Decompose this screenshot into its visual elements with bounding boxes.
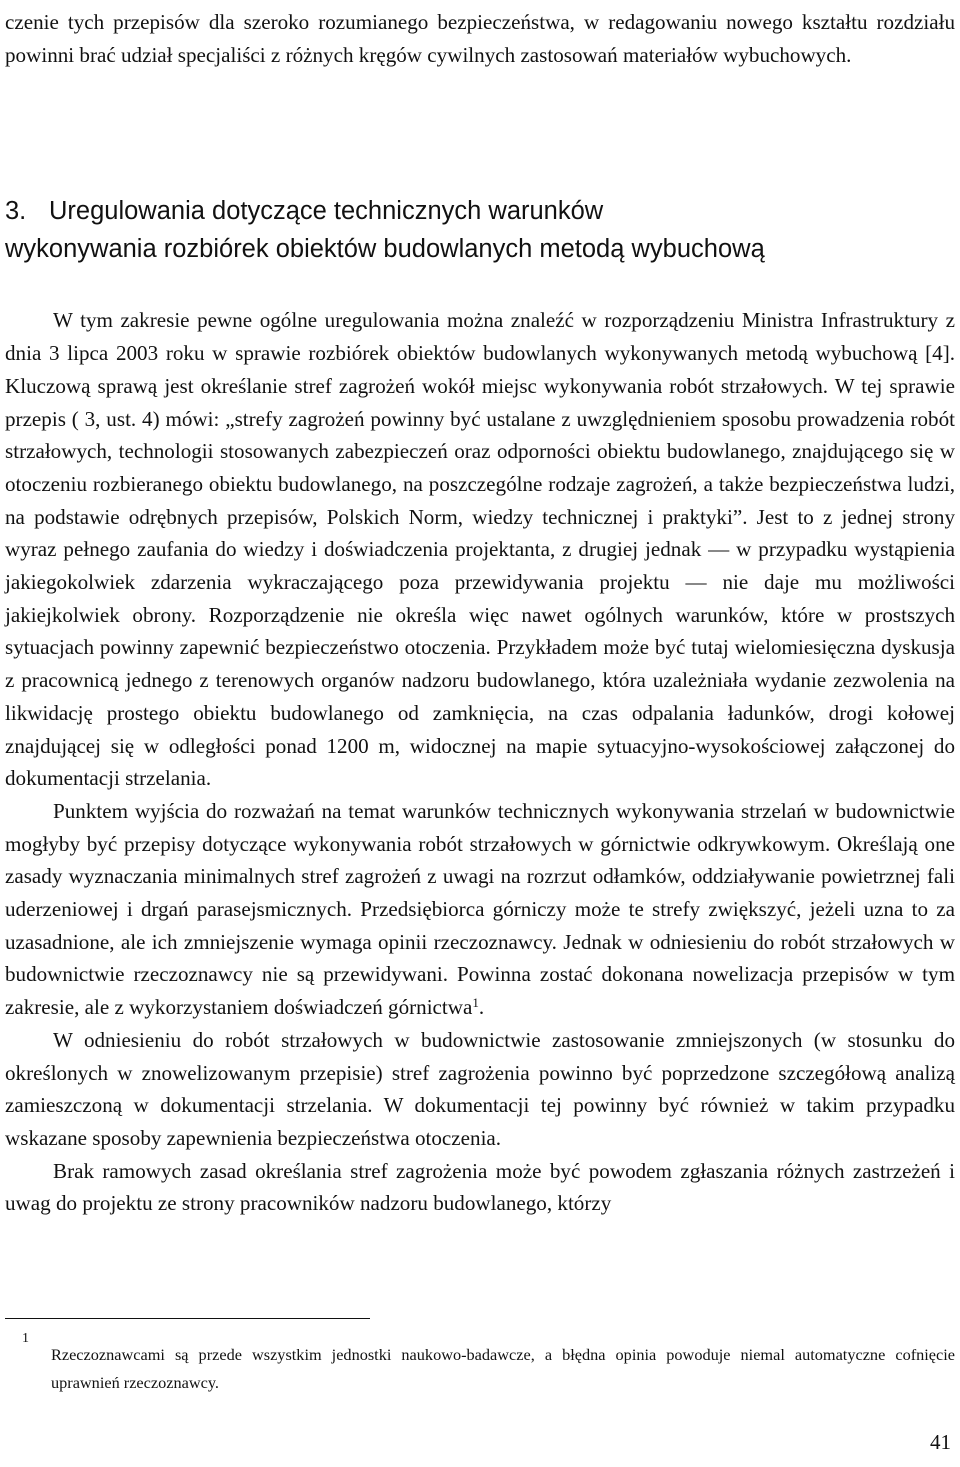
section-heading: [5, 193, 955, 268]
paragraph-3: W odniesieniu do robót strzałowych w budownictwie zastosowanie zmniejszonych (w stosunku do określonych w znowelizowanym przepisie) stref zagrożenia powinno być poprzedzone szczegółową analizą zamieszczoną w dokumentacji strzelania. W dokumentacji tej powinny być również w takim przypadku wskazane sposoby zapewnienia bezpieczeństwa otoczenia.: [5, 1027, 955, 1150]
section-title-line-1: Uregulowania dotyczące technicznych warunków: [49, 197, 604, 226]
paragraph-2-end: .: [478, 995, 485, 1020]
paragraph-4: Brak ramowych zasad określania stref zagrożenia może być powodem zgłaszania różnych zastrzeżeń i uwag do projektu ze strony pracowników nadzoru budowlanego, którzy: [5, 1158, 955, 1216]
footnote: [5, 1330, 955, 1396]
section-number: 3.: [5, 197, 27, 226]
footnote-text: Rzeczoznawcami są przede wszystkim jednostki naukowo-badawcze, a błędna opinia powoduje niemal automatyczne cofnięcie uprawnień rzeczoznawcy.: [51, 1345, 955, 1392]
paragraph-1: W tym zakresie pewne ogólne uregulowania można znaleźć w rozporządzeniu Ministra Infrastruktury z dnia 3 lipca 2003 roku w sprawie rozbiórek obiektów budowlanych wykonywanych metodą wybuchową [4]. Kluczową sprawą jest określanie stref zagrożeń wokół miejsc wykonywania robót strzałowych. W tej sprawie przepis ( 3, ust. 4) mówi: „strefy zagrożeń powinny być ustalane z uwzględnieniem sposobu prowadzenia robót strzałowych, technologii stosowanych zabezpieczeń oraz odporności obiektu budowlanego, znajdującego się w otoczeniu rozbieranego obiektu budowlanego, na poszczególne rodzaje zagrożeń, a także bezpieczeństwa ludzi, na podstawie odrębnych przepisów, Polskich Norm, wiedzy technicznej i praktyki”. Jest to z jednej strony wyraz pełnego zaufania do wiedzy i doświadczenia projektanta, z drugiej jednak — w przypadku wystąpienia jakiegokolwiek zdarzenia wykraczającego poza przewidywania projektu — nie daje mu możliwości jakiejkolwiek obrony. Rozporządzenie nie określa więc nawet ogólnych warunków, które w prostszych sytuacjach powinny zapewnić bezpieczeństwo otoczenia. Przykładem może być tutaj wielomiesięczna dyskusja z pracownicą jednego z terenowych organów nadzoru budowlanego, która uzależniała wydanie zezwolenia na likwidację prostego obiektu budowlanego od zamknięcia, na czas odpalania ładunków, drogi kołowej znajdującej się w odległości ponad 1200 m, widocznej na mapie sytuacyjno-wysokościowej załączonej do dokumentacji strzelania.: [5, 308, 955, 791]
footnote-divider: [5, 1318, 370, 1319]
paragraph-continued: czenie tych przepisów dla szeroko rozumianego bezpieczeństwa, w redagowaniu nowego kształtu rozdziału powinni brać udział specjaliści z różnych kręgów cywilnych zastosowań materiałów wybuchowych.: [5, 10, 955, 67]
page-number: 41: [930, 1430, 951, 1454]
paragraph-2-text: Punktem wyjścia do rozważań na temat warunków technicznych wykonywania strzelań w budownictwie mogłyby być przepisy dotyczące wykonywania robót strzałowych w górnictwie odkrywkowym. Określają one zasady wyznaczania minimalnych stref zagrożeń z uwagi na rozrzut odłamków, oddziaływanie powietrznej fali uderzeniowej i drgań parasejsmicznych. Przedsiębiorca górniczy może te strefy zwiększyć, jeżeli uzna to za uzasadnione, ale ich zmniejszenie wymaga opinii rzeczoznawcy. Jednak w odniesieniu do robót strzałowych w budownictwie rzeczoznawcy nie są przewidywani. Powinna zostać dokonana nowelizacja przepisów w tym zakresie, ale z wykorzystaniem doświadczeń górnictwa: [5, 798, 955, 1020]
footnote-mark: 1: [22, 1331, 29, 1346]
footnote-reference[interactable]: 1: [472, 995, 479, 1011]
section-title-line-2: wykonywania rozbiórek obiektów budowlanych metodą wybuchową: [5, 234, 765, 263]
paragraph-2: [5, 795, 955, 1024]
